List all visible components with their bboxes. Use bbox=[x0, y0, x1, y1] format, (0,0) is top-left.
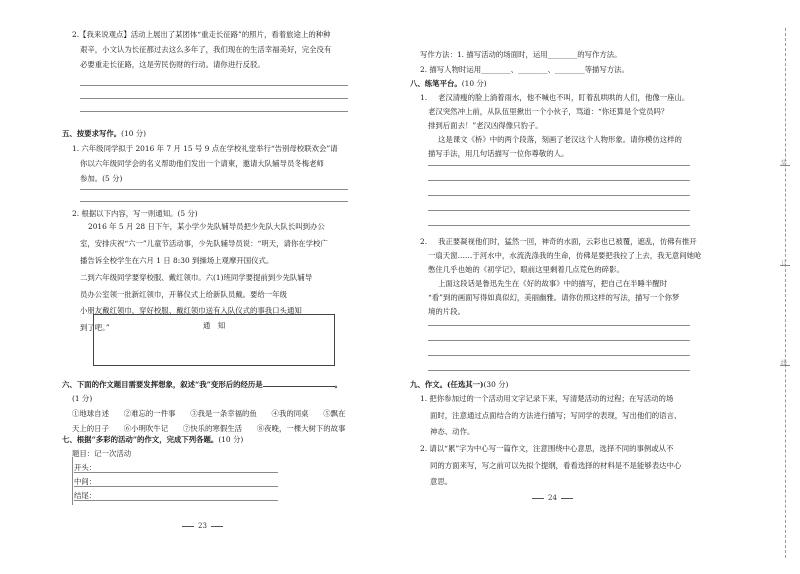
s8-q2-question-2: “看”到的画面写得如真似幻，美丽幽雅。请你仿照这样的写法，描写一个你梦 bbox=[428, 293, 680, 302]
top-line-2: 2. 描写人物时运用________、________、________等描写方法。 bbox=[420, 65, 629, 74]
binding-mark: 装 bbox=[781, 160, 788, 167]
answer-line[interactable] bbox=[80, 98, 348, 99]
section5-title: 五、按要求写作。(10 分) bbox=[62, 129, 147, 138]
s5-q2-line-1: 2016 年 5 月 28 日下午，某小学少先队辅导员把少先队大队长叫到办公 bbox=[88, 222, 325, 231]
s8-q2-question-3: 境的片段。 bbox=[428, 307, 465, 316]
section8-title: 八、练笔平台。(10 分) bbox=[410, 79, 487, 88]
s5-q1-line-2: 你以六年级同学会的名义帮助他们发出一个请柬，邀请大队辅导员冬梅老师 bbox=[80, 159, 324, 168]
top-line-1: 写作方法：1. 描写活动的场面时，运用________的写作方法。 bbox=[420, 50, 622, 59]
s8-q2-passage-2: 一扇天窗……于河水中，水流洗涤我的生命，仿佛是要把我拉了上去，我无意间她呛 bbox=[428, 251, 702, 260]
s8-q2-num: 2. bbox=[420, 237, 428, 246]
s5-q2-head: 2. 根据以下内容，写一则通知。(5 分) bbox=[72, 209, 198, 218]
s9-q2-line-2: 同的方面来写，写之前可以先拟个提纲，看看选择的材料是不是能够表达中心 bbox=[430, 461, 682, 470]
answer-line[interactable] bbox=[80, 189, 348, 190]
answer-line[interactable] bbox=[80, 85, 348, 86]
s8-q1-num: 1. bbox=[420, 93, 428, 102]
s8-q2-passage-1: 我正要凝视他们时，猛然一回，神奇的水面，云彩也已被覆，遮乱，仿佛有推开 bbox=[438, 237, 697, 246]
section6-blank bbox=[263, 386, 335, 387]
s8-q1-passage-1: 老汉清瘦的脸上淌着雨水，他不喊也不叫，盯着乱哄哄的人们，他像一座山。 bbox=[438, 93, 690, 102]
s5-q2-line-5: 员办公室领一批新红领巾，开幕仪式上给新队员戴。要给一年级 bbox=[80, 290, 287, 299]
s9-q1-line-3: 神态、动作。 bbox=[430, 427, 475, 436]
answer-line[interactable] bbox=[428, 195, 690, 196]
answer-line[interactable] bbox=[428, 165, 690, 166]
q2-line-1: 2.【我来说观点】活动上展出了某团体“重走长征路”的照片，看着旅途上的种种 bbox=[72, 30, 331, 39]
s8-q1-passage-2: 老汉突然冲上前，从队伍里揪出一个小伙子，骂道：“你还算是个党员吗？ bbox=[428, 107, 669, 116]
notice-answer-box[interactable] bbox=[93, 314, 335, 366]
section7-title: 七、根据“多彩的活动”的作文，完成下列各题。(10 分) bbox=[62, 435, 244, 444]
s7-label-ending: 结尾： bbox=[74, 491, 97, 500]
q2-line-3: 必要重走长征路，这是劳民伤财的行动。请你进行反驳。 bbox=[80, 60, 265, 69]
q2-line-2: 艰辛，小文认为长征都过去这么多年了，我们现在的生活幸福美好，完全没有 bbox=[80, 45, 332, 54]
section6-title: 六、下面的作文题目需要发挥想象，叙述“我”变形后的经历是 。 bbox=[62, 380, 343, 389]
answer-line[interactable] bbox=[74, 500, 278, 501]
s8-q2-passage-3: 憋住几乎也她的《初学记》，眼前这里剩着几点荒色的碎影。 bbox=[428, 265, 624, 274]
s6-options-line-1: ①地球自述 ②难忘的一件事 ③我是一条幸福的鱼 ④我的同桌 ⑤飘在 bbox=[72, 409, 346, 418]
s5-q2-line-3: 播告诉全校学生在六月 1 日 8:30 到操场上观摩开国仪式。 bbox=[80, 256, 274, 265]
binding-fold-line bbox=[785, 28, 786, 558]
answer-line[interactable] bbox=[428, 225, 690, 226]
binding-mark: 订 bbox=[781, 260, 788, 267]
answer-line[interactable] bbox=[428, 180, 690, 181]
s8-q2-question-1: 上面这段话是鲁迅先生在《好的故事》中的描写，把自己在半睡半醒时 bbox=[438, 279, 668, 288]
bracket bbox=[72, 457, 73, 505]
s5-q2-line-2: 室，安排庆祝“六一”儿童节活动事，少先队辅导员说：“明天，请你在学校广 bbox=[80, 239, 328, 248]
s9-q2-line-3: 意思。 bbox=[430, 477, 453, 486]
page-number-left: 23 bbox=[178, 522, 227, 530]
section9-title: 九、作文。(任选其一)(30 分) bbox=[410, 380, 509, 389]
s5-q1-line-3: 参加。(5 分) bbox=[80, 174, 123, 183]
answer-line[interactable] bbox=[428, 370, 690, 371]
s5-q2-line-7: 到了吧。” bbox=[80, 323, 110, 332]
s8-q1-question-1: 这是课文《桥》中的两个段落，刻画了老汉这个人物形象。请你模仿这样的 bbox=[438, 135, 682, 144]
notice-title: 通 知 bbox=[202, 321, 226, 330]
s9-q1-line-2: 面时，注意通过点面结合的方法进行描写；写同学的表现，写出他们的语言、 bbox=[430, 411, 682, 420]
answer-line[interactable] bbox=[428, 325, 690, 326]
answer-line[interactable] bbox=[74, 486, 278, 487]
answer-line[interactable] bbox=[428, 355, 690, 356]
s7-label-opening: 开头： bbox=[74, 463, 97, 472]
answer-line[interactable] bbox=[74, 472, 278, 473]
answer-line[interactable] bbox=[80, 111, 348, 112]
answer-line[interactable] bbox=[428, 340, 690, 341]
s8-q1-question-2: 描写手法，用几句话描写一位你尊敬的人。 bbox=[428, 149, 569, 158]
page-number-right: 24 bbox=[528, 494, 577, 502]
answer-line[interactable] bbox=[428, 210, 690, 211]
answer-line[interactable] bbox=[80, 201, 348, 202]
s5-q2-line-6: 小朋友戴红领巾，穿好校服、戴红领巾送有入队仪式的事我口头通知 bbox=[80, 306, 302, 315]
right-page bbox=[400, 0, 800, 574]
section6-score: (1 分) bbox=[72, 394, 93, 403]
s7-topic: 题目：记一次活动 bbox=[72, 449, 132, 458]
s7-label-middle: 中间： bbox=[74, 477, 97, 486]
s8-q1-passage-3: 排到后面去！”老汉凶得像只豹子。 bbox=[428, 121, 543, 130]
s5-q2-line-4: 二到六年级同学要穿校服、戴红领巾。六(1)班同学要提前到少先队辅导 bbox=[80, 273, 313, 282]
s6-options-line-2: 天上的日子 ⑥小明吹牛记 ⑦快乐的寒假生活 ⑧夜晚，一棵大树下的故事 bbox=[72, 424, 346, 433]
s9-q2-line-1: 2. 请以“累”字为中心写一篇作文，注意围绕中心意思，选择不同的事例或从不 bbox=[420, 444, 674, 453]
s5-q1-line-1: 1. 六年级同学拟于 2016 年 7 月 15 号 9 点在学校礼堂举行“告别母校联欢会”请 bbox=[72, 144, 338, 153]
binding-mark: 线 bbox=[781, 360, 788, 367]
s9-q1-line-1: 1. 把你参加过的一个活动用文字记录下来，写清楚活动的过程；在写活动的场 bbox=[420, 394, 674, 403]
